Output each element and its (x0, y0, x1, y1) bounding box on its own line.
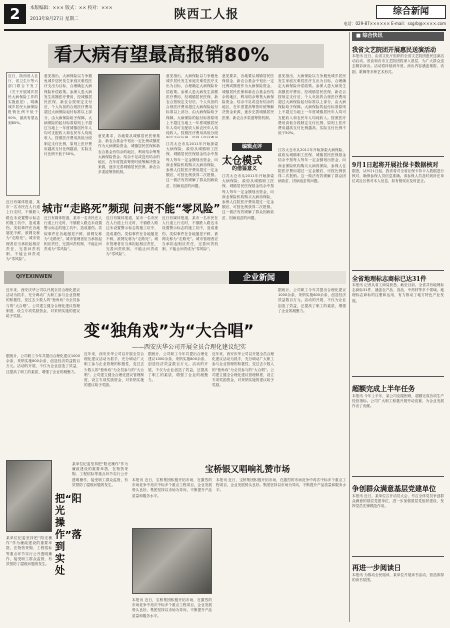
lead-body-col2: 意见要求，各地要从城镇居民医保基金、新农合基金中划出一定比例或额度作为大病保险资金，城镇居民医保和新农合基金有结余的地区，利用结余筹集大病保险资金；结余不足或没有结余的地区，在年度提高筹资时统筹解决资金来源，逐步完善城镇居民医保、新农合多渠道筹资机制。 (98, 134, 160, 175)
masthead-rule (4, 29, 446, 31)
sidebar-rule-1 (352, 156, 444, 157)
bottom-left-col: 某单位纪委坚持把“阳光操作”作为廉政建设的重要举措，在物资采购、工程招标等重点环节实行公开透明操作，接受职工群众监督，有效预防了腐败问题的发生。 (72, 462, 128, 487)
intro-text: 近日，陕西省人社厅、省卫生厅等六部门联合下发了《关于开展城乡居民大病保险工作的实施意见》，明确城乡居民大病保险报销比例不低于50%，最高有望达到80%。 (8, 74, 38, 125)
sidebar-item2-body: 据悉，从9月1日起，我省将对全省社保卡持卡人数据进行核对，确保参保人员信息准确。请参保人员及时到所在单位或社区核对本人信息，如有错误应及时更正。 (352, 169, 444, 184)
enterprise-bar (4, 271, 346, 284)
sidebar-item1-body: 本报讯 近日，由省文化厅组织的全省文艺院团惠民送演活动启动，省直和各市文艺院团将深入基层，为广大群众送去精彩演出。活动将持续到年底，演出内容涵盖秦腔、话剧、歌舞等多种艺术形式。 (352, 54, 444, 74)
city-story-col1: 近日有媒体报道，某市一名市民在人行道上行走时，不慎跌入路边未设置警示标志的施工坑中，造成重伤。类似事件在各地屡见不鲜，被网友称为“走路死”。城市管理者应当承担起相应责任，完善问责机制，不能让问责成为“零风险”。 (44, 216, 102, 252)
bottom-photo-train (132, 528, 212, 594)
lead-body-col4: 意见要求，各地要从城镇居民医保基金、新农合基金中划出一定比例或额度作为大病保险资金，城镇居民医保和新农合基金有结余的地区，利用结余筹集大病保险资金；结余不足或没有结余的地区，在年度提高筹资时统筹解决资金来源，逐步完善城镇居民医保、新农合多渠道筹资机制。 (222, 74, 274, 120)
sidebar-item3-body: 本报讯 记者从省工商局获悉，截至目前，全省共有地理标志商标31件，涵盖农产品、食品、中药材等多个领域。地理标志商标的注册和运用，有力推动了地方特色产业发展。 (352, 283, 444, 303)
city-story-col3: 近日有媒体报道，某市一名市民在人行道上行走时，不慎跌入路边未设置警示标志的施工坑中，造成重伤。类似事件在各地屡见不鲜，被网友称为“走路死”。城市管理者应当承担起相应责任，完善问责机制，不能让问责成为“零风险”。 (162, 216, 218, 252)
bottom-mid-col3: 本报讯 近日，宝桥集团积极开拓市场，在激烈的市场竞争中再次中标多个重点工程项目，企业发展势头良好。集团坚持以市场为导向，不断提升产品质量和服务水平。 (132, 598, 212, 618)
mid-story-body: 江苏太仓市从2011年开始探索大病保险，政府从城镇职工医保、城镇居民医保基金结余中按每人每年一定金额划出资金，向商业保险机构购买大病再保险，参保人住院医疗费用超过一定金额后，可按比例获得二次报销。这一做法有效缓解了群众因病致贫、因病返贫的问题。 (222, 174, 274, 220)
enterprise-headline: 变“独角戏”为“大合唱” (84, 321, 255, 340)
mid-story-subtitle: 的借鉴意义 (232, 166, 258, 172)
enterprise-label: 企业新闻 (229, 271, 289, 284)
lead-body-col5: 意见指出，大病保险以力争避免城乡居民发生家庭灾难性医疗支出为目标，合理确定大病保险补偿政策。参保人患大病发生高额医疗费用，经城镇居民医保、新农合按规定支付后，个人负担的合规医疗费用超过大病保险起付标准以上部分，由大病保险给予保障。大病保险的起付标准原则上不超过当地上一年度城镇居民年人均可支配收入和农民年人均纯收入。按照医疗费用高低分段制定支付比例，原则上医疗费用越高支付比例越高，实际支付比例不低于50%。 (278, 74, 346, 136)
sidebar-item5-title: 争创群众满意基层党建单位 (352, 484, 436, 493)
page-number: 2 (4, 4, 26, 24)
date-line: 2013年8月27日 星期二 (30, 17, 79, 22)
section-title: 综合新闻 (376, 5, 446, 19)
enterprise-col0: 近年来，西安庆华公司以开展全员合理化建议活动为抓手，充分调动广大职工参与企业管理的积极性，变过去少数人的“独角戏”为全员参与的“大合唱”。公司建立健全合理化建议管理制度，设立专项奖励资金，对采纳实施的建议给予奖励。 (6, 288, 80, 319)
contact-line: 电话：029-87×××××× E-mail：sxgrb@××××.com (343, 21, 446, 26)
paper-logo: 陕西工人报 (174, 7, 240, 21)
city-story-title: 城市“走路死”频现 问责不能“零风险” (42, 203, 221, 215)
lead-photo (98, 74, 160, 130)
city-story-col0: 近日有媒体报道，某市一名市民在人行道上行走时，不慎跌入路边未设置警示标志的施工坑中，造成重伤。类似事件在各地屡见不鲜，被网友称为“走路死”。城市管理者应当承担起相应责任，完善问责机制，不能让问责成为“零风险”。 (6, 200, 40, 262)
enterprise-col4: 据统计，公司职工今年共提出合理化建议1000余条，采纳实施800余条，创造经济效益数百万元。活动的开展，不仅为企业创造了效益，还提高了职工的素质，增强了企业的凝聚力。 (278, 288, 346, 313)
mid-story-body-right: 江苏太仓市从2011年开始探索大病保险，政府从城镇职工医保、城镇居民医保基金结余中按每人每年一定金额划出资金，向商业保险机构购买大病再保险，参保人住院医疗费用超过一定金额后，可按比例获得二次报销。这一做法有效缓解了群众因病致贫、因病返贫的问题。 (278, 148, 346, 184)
bottom-left-col2: 某单位纪委坚持把“阳光操作”作为廉政建设的重要举措，在物资采购、工程招标等重点环节实行公开透明操作，接受职工群众监督，有效预防了腐败问题的发生。 (6, 536, 52, 567)
sidebar-header: ■ 综合快讯 (352, 32, 444, 41)
bottom-mid-col1: 本报讯 近日，宝桥集团积极开拓市场，在激烈的市场竞争中再次中标多个重点工程项目，企业发展势头良好。集团坚持以市场为导向，不断提升产品质量和服务水平。 (132, 478, 212, 498)
sidebar-item6-title: 再进一步阅读日 (352, 563, 401, 572)
sidebar-item1-title: 我省文艺院团开展惠民送演活动 (352, 47, 437, 54)
enterprise-subhead: ——西安庆华公司开展全员合理化建议纪实 (132, 344, 247, 351)
sidebar-item3-title: 全省地理标志商标已达31件 (352, 276, 427, 283)
mid-story-title: 太仓模式 (222, 156, 262, 167)
sidebar-divider (349, 32, 350, 622)
sidebar-rule-5 (352, 556, 444, 557)
sidebar-item4-body: 本报讯 今年上半年，某公司克服困难，超额完成各项生产经营指标。公司广大职工积极开展劳动竞赛，为企业发展作出了贡献。 (352, 394, 444, 409)
enterprise-band (64, 271, 346, 284)
bottom-photo-left (6, 460, 52, 532)
lead-body-col1: 意见指出，大病保险以力争避免城乡居民发生家庭灾难性医疗支出为目标，合理确定大病保险补偿政策。参保人患大病发生高额医疗费用，经城镇居民医保、新农合按规定支付后，个人负担的合规医疗费用超过大病保险起付标准以上部分，由大病保险给予保障。大病保险的起付标准原则上不超过当地上一年度城镇居民年人均可支配收入和农民年人均纯收入。按照医疗费用高低分段制定支付比例，原则上医疗费用越高支付比例越高，实际支付比例不低于50%。 (44, 74, 92, 157)
editor-line: 本版编辑：××× 版式：×× 校对：××× (30, 6, 113, 11)
sidebar-item2-title: 9月1日起将开展社保卡数据核对 (352, 162, 439, 169)
bottom-vertical-headline: 把“阳光操作”落到实处 (55, 494, 82, 577)
sidebar-rule-2 (352, 270, 444, 271)
enterprise-col0b: 据统计，公司职工今年共提出合理化建议1000余条，采纳实施800余条，创造经济效益数百万元。活动的开展，不仅为企业创造了效益，还提高了职工的素质，增强了企业的凝聚力。 (6, 354, 80, 374)
enterprise-col2: 据统计，公司职工今年共提出合理化建议1000余条，采纳实施800余条，创造经济效益数百万元。活动的开展，不仅为企业创造了效益，还提高了职工的素质，增强了企业的凝聚力。 (148, 352, 208, 383)
bottom-mid-headline: 宝桥银又唱响礼赞市场 (205, 465, 291, 475)
enterprise-col3: 近年来，西安庆华公司以开展全员合理化建议活动为抓手，充分调动广大职工参与企业管理的积极性，变过去少数人的“独角戏”为全员参与的“大合唱”。公司建立健全合理化建议管理制度，设立专项奖励资金，对采纳实施的建议给予奖励。 (212, 352, 274, 388)
sidebar-rule-3 (352, 376, 444, 377)
enterprise-col1: 近年来，西安庆华公司以开展全员合理化建议活动为抓手，充分调动广大职工参与企业管理的积极性，变过去少数人的“独角戏”为全员参与的“大合唱”。公司建立健全合理化建议管理制度，设立专项奖励资金，对采纳实施的建议给予奖励。 (84, 352, 144, 388)
enterprise-tag: QIYEXINWEN (4, 271, 64, 284)
bottom-mid-col2: 本报讯 近日，宝桥集团积极开拓市场，在激烈的市场竞争中再次中标多个重点工程项目，企业发展势头良好。集团坚持以市场为导向，不断提升产品质量和服务水平。 (216, 478, 346, 493)
city-story-col2: 近日有媒体报道，某市一名市民在人行道上行走时，不慎跌入路边未设置警示标志的施工坑中，造成重伤。类似事件在各地屡见不鲜，被网友称为“走路死”。城市管理者应当承担起相应责任，完善问责机制，不能让问责成为“零风险”。 (106, 216, 158, 257)
sidebar-item4-title: 超额完成上半年任务 (352, 384, 415, 393)
mid-story-body-left: 江苏太仓市从2011年开始探索大病保险，政府从城镇职工医保、城镇居民医保基金结余中按每人每年一定金额划出资金，向商业保险机构购买大病再保险，参保人住院医疗费用超过一定金额后，可按比例获得二次报销。这一做法有效缓解了群众因病致贫、因病返贫的问题。 (166, 142, 218, 188)
sidebar-rule-4 (352, 476, 444, 477)
mid-story-tag: 编辑点评 (232, 143, 272, 151)
sidebar-item5-body: 本报讯 近日，某单位召开动员大会，号召全体党员争创群众满意的基层党建单位，进一步加强基层党组织建设，发挥党员先锋模范作用。 (352, 494, 444, 509)
lead-headline: 看大病有望最高报销80% (54, 45, 270, 66)
sidebar-item6-body: 本报讯 为推动全民阅读，某单位开展读书活动，营造浓厚的读书氛围。 (352, 573, 444, 583)
masthead (4, 3, 446, 29)
lead-body-col3: 意见指出，大病保险以力争避免城乡居民发生家庭灾难性医疗支出为目标，合理确定大病保险补偿政策。参保人患大病发生高额医疗费用，经城镇居民医保、新农合按规定支付后，个人负担的合规医疗费用超过大病保险起付标准以上部分，由大病保险给予保障。大病保险的起付标准原则上不超过当地上一年度城镇居民年人均可支配收入和农民年人均纯收入。按照医疗费用高低分段 (166, 74, 218, 136)
